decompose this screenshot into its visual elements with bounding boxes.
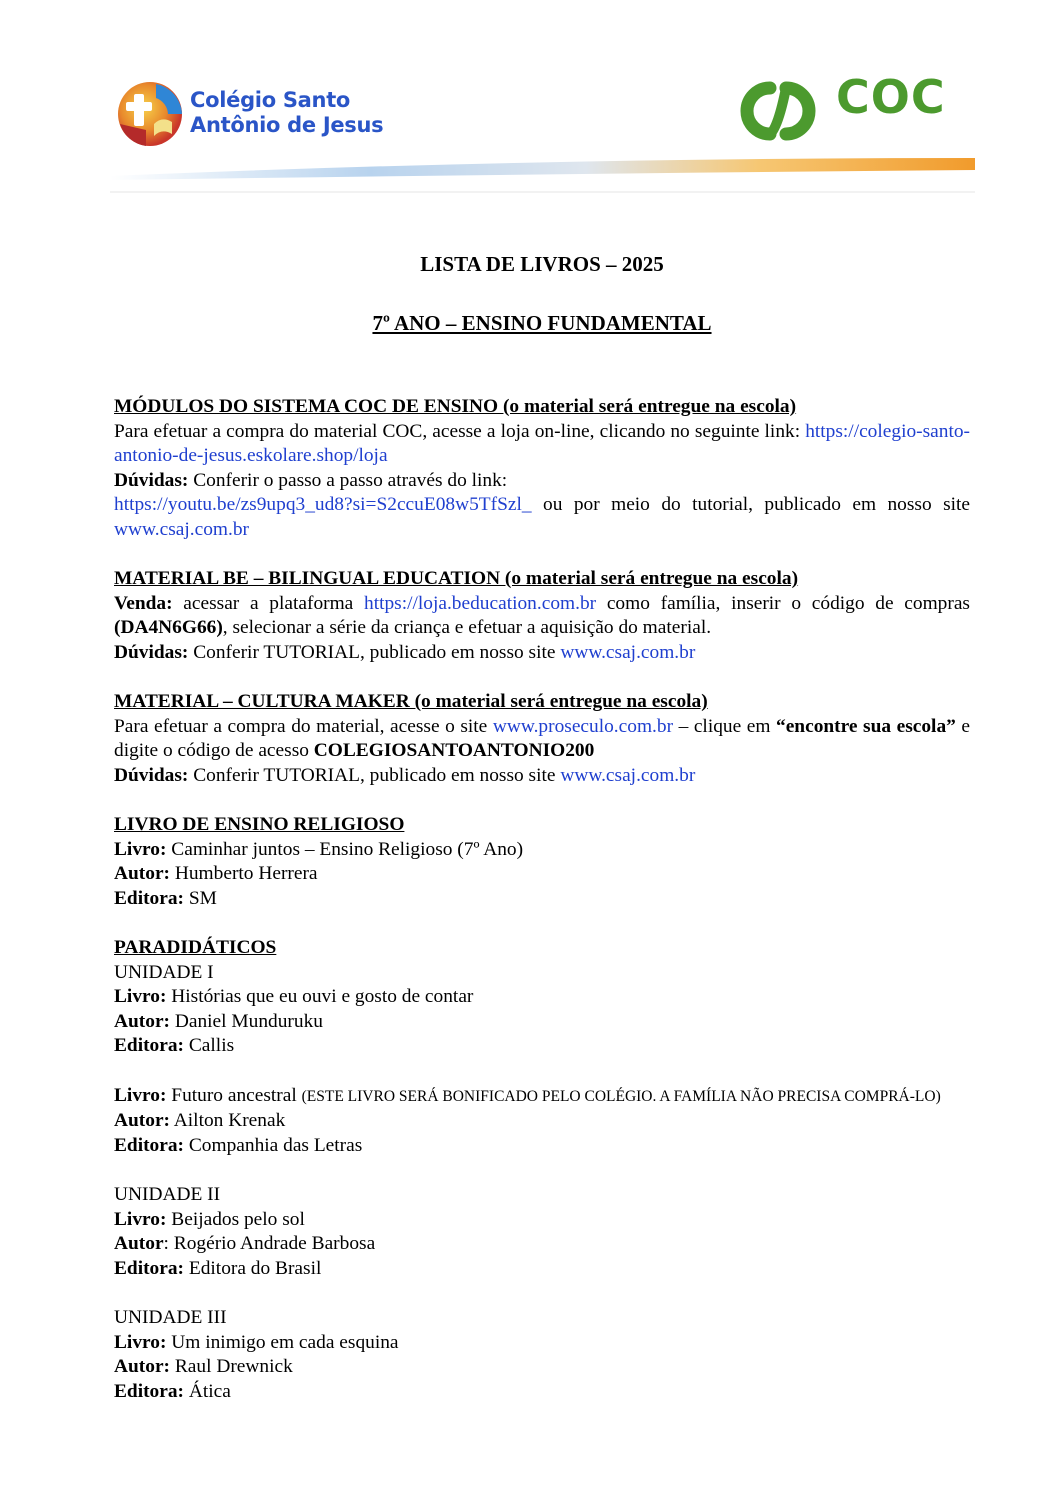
book-title: Beijados pelo sol [166,1208,305,1230]
be-sale [114,592,970,641]
publisher-line [114,1380,970,1405]
publisher-label: Editora: [114,887,185,909]
page-title: LISTA DE LIVROS – 2025 [420,252,664,276]
publisher-label: Editora: [114,1257,185,1279]
section-maker [114,690,970,788]
maker-doubts-label: Dúvidas: [114,764,189,786]
be-store-link[interactable]: https://loja.beducation.com.br [364,592,597,614]
author-label: Autor: [114,1356,171,1378]
book-title: Histórias que eu ouvi e gosto de contar [166,986,474,1008]
coc-doubts-label: Dúvidas: [114,469,189,491]
author-name: Ailton Krenak [170,1110,286,1132]
maker-text2: – clique em [673,715,776,737]
publisher-label: Editora: [114,1380,185,1402]
section-para-heading: PARADIDÁTICOS [114,937,277,959]
coc-text [114,420,970,469]
school-name [190,88,383,138]
coc-doubts-text: Conferir o passo a passo através do link: [188,469,508,491]
maker-doubts-text: Conferir TUTORIAL, publicado em nosso site [188,764,561,786]
coc-doubts [114,469,970,494]
maker-text1: Para efetuar a compra do material, acesse o site [114,715,493,737]
document-body [114,248,970,1404]
publisher-name: Callis [184,1035,235,1057]
religious-publisher-name: SM [184,887,217,909]
author-name: Raul Drewnick [170,1356,293,1378]
school-logo [116,80,426,150]
book-line [114,985,970,1010]
publisher-label: Editora: [114,1134,185,1156]
page-header [0,0,1058,200]
religious-author-name: Humberto Herrera [170,863,318,885]
be-sale-label: Venda: [114,592,173,614]
publisher-line [114,1034,970,1059]
book-label: Livro: [114,1084,167,1106]
coc-video-line [114,493,970,542]
author-label: Autor: [114,1010,171,1032]
be-sale-text1: acessar a plataforma [172,592,364,614]
header-swoosh-icon [110,150,975,195]
section-religious-heading: LIVRO DE ENSINO RELIGIOSO [114,814,405,836]
section-paradidaticos [114,936,970,1404]
author-line [114,1109,970,1134]
be-doubts [114,641,970,666]
maker-text [114,715,970,764]
section-be-heading: MATERIAL BE – BILINGUAL EDUCATION (o material será entregue na escola) [114,568,799,590]
book-label: Livro: [114,1331,167,1353]
be-doubts-text: Conferir TUTORIAL, publicado em nosso site [188,641,561,663]
book-label: Livro: [114,838,167,860]
coc-video-link[interactable]: https://youtu.be/zs9upq3_ud8?si=S2ccuE08w5TfSzl_ [114,494,532,516]
maker-text3: e digite o código de acesso [114,715,970,762]
coc-tail-text: ou por meio do tutorial, publicado em nosso site [531,494,970,516]
author-line [114,1010,970,1035]
maker-code: COLEGIOSANTOANTONIO200 [313,740,595,762]
unit-3 [114,1306,970,1404]
be-sale-text3: , selecionar a série da criança e efetuar a aquisição do material. [222,617,712,639]
unit-1-book-1 [114,961,970,1059]
section-be [114,567,970,665]
book-label: Livro: [114,1208,167,1230]
be-code: (DA4N6G66) [114,617,223,639]
school-name-line1: Colégio Santo [190,88,351,112]
author-line [114,1355,970,1380]
publisher-line [114,1134,970,1159]
be-sale-text2: como família, inserir o código de compras [596,592,970,614]
section-maker-heading: MATERIAL – CULTURA MAKER (o material será entregue na escola) [114,691,708,713]
publisher-name: Companhia das Letras [184,1134,363,1156]
be-doubts-label: Dúvidas: [114,641,189,663]
section-coc-heading: MÓDULOS DO SISTEMA COC DE ENSINO (o material será entregue na escola) [114,396,797,417]
publisher-name: Ática [184,1380,231,1402]
maker-quote: “encontre sua escola” [776,715,956,737]
religious-book [114,838,970,863]
author-label: Autor: [114,1110,171,1132]
section-religious [114,813,970,911]
book-line [114,1208,970,1233]
book-line [114,1331,970,1356]
coc-logo [732,70,952,146]
coc-instructions: Para efetuar a compra do material COC, acesse a loja on-line, clicando no seguinte link: [114,420,801,442]
book-title: Futuro ancestral [166,1084,302,1106]
maker-store-link[interactable]: www.proseculo.com.br [492,715,674,737]
coc-rings-icon [732,76,832,146]
coc-site-link[interactable]: www.csaj.com.br [114,518,249,540]
author-name: : Rogério Andrade Barbosa [163,1233,376,1255]
maker-site-link[interactable]: www.csaj.com.br [560,764,696,786]
publisher-line [114,1257,970,1282]
unit-label: UNIDADE I [114,961,214,983]
religious-book-title: Caminhar juntos – Ensino Religioso (7º Ano) [166,838,524,860]
unit-2 [114,1183,970,1281]
unit-label: UNIDADE III [114,1306,227,1328]
religious-author [114,862,970,887]
school-crest-icon [116,80,186,148]
author-label: Autor: [114,863,171,885]
publisher-name: Editora do Brasil [184,1257,322,1279]
school-name-line2: Antônio de Jesus [190,113,384,137]
religious-publisher [114,887,970,912]
author-label: Autor [114,1233,164,1255]
be-site-link[interactable]: www.csaj.com.br [560,641,696,663]
book-title: Um inimigo em cada esquina [166,1331,399,1353]
section-coc [114,395,970,543]
author-line [114,1232,970,1257]
bonus-note: (ESTE LIVRO SERÁ BONIFICADO PELO COLÉGIO. A FAMÍLIA NÃO PRECISA COMPRÁ-LO) [301,1087,941,1105]
coc-brand: COC [836,70,946,124]
grade-title: 7º ANO – ENSINO FUNDAMENTAL [372,311,712,335]
publisher-label: Editora: [114,1035,185,1057]
unit-label: UNIDADE II [114,1184,221,1205]
maker-doubts [114,764,970,789]
book-label: Livro: [114,986,167,1008]
author-name: Daniel Munduruku [170,1010,323,1032]
coc-store-link[interactable]: https://colegio-santo-antonio-de-jesus.eskolare.shop/loja [114,420,970,467]
book-line [114,1084,970,1110]
unit-1-book-2 [114,1084,970,1159]
